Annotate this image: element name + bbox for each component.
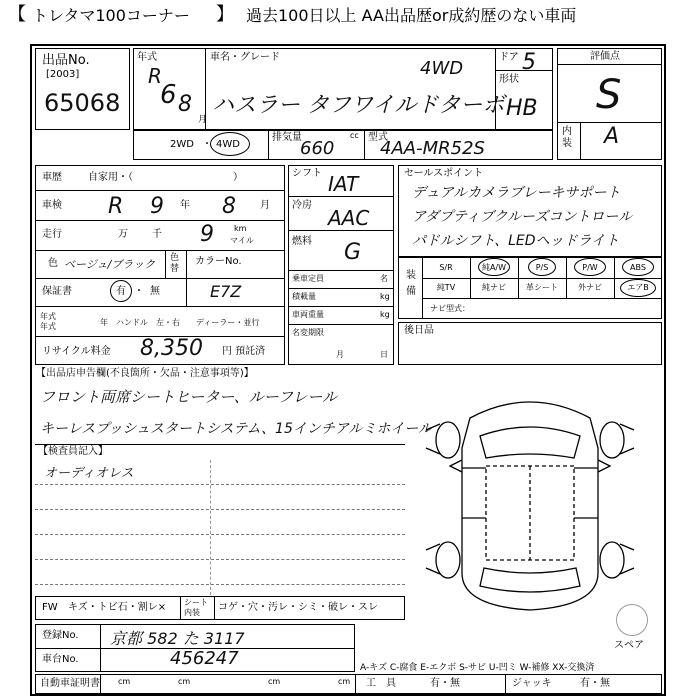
model-value: 4AA-MR52S [380,138,485,159]
ac-value: AAC [328,206,370,230]
displacement-value: 660 [300,138,335,159]
inspection-year-unit: 年 [180,200,190,211]
mile-unit: マイル [230,236,254,245]
recycle-unit: 円 預託済 [222,346,266,357]
shape-value: HB [506,96,538,121]
load-label: 積載量 [292,292,316,301]
equipment-label: 装備 [406,270,416,297]
fuel-value: G [344,240,362,265]
spare-circle [616,604,648,636]
warranty-label: 保証書 [42,286,72,297]
tools-value: 有・無 [430,678,460,689]
lot-label: 出品No. [42,53,90,68]
doors-label: ドア [499,52,519,63]
inspection-month: 8 [222,194,236,219]
capacity-unit: 名 [380,274,388,283]
sales-line-3: パドルシフト、LEDヘッドライト [412,233,620,249]
score-label: 評価点 [590,51,620,62]
weight-label: 車両重量 [292,310,324,319]
later-items-label: 後日品 [404,325,434,336]
ac-label: 冷房 [292,200,312,211]
history-options: 自家用・（ ） [88,172,243,183]
windshield [480,427,580,458]
sales-label: セールスポイント [404,168,484,179]
km-unit: km [234,224,247,233]
wheel-front-right [600,422,624,458]
report-label: 【出品店申告欄(不良箇所・欠品・注意事項等)】 [36,368,254,379]
mileage-sen: 千 [152,229,162,240]
legend-codes: A-キズ C-腐食 E-エクボ S-サビ U-凹ミ W-補修 XX-交換済 [360,663,595,673]
report-line-1: フロント両席シートヒーター、ルーフレール [40,388,338,406]
doors-value: 5 [522,50,536,75]
sales-line-2: アダプティブクルーズコントロール [412,209,633,225]
load-unit: kg [380,292,390,301]
weight-unit: kg [380,310,390,319]
reg-value: 京都 582 た 3117 [110,629,245,648]
header-subtitle: 過去100日以上 AA出品歴or成約歴のない車両 [246,6,577,25]
warranty-yes: 有 [116,286,126,297]
equip-pw-circle [574,258,606,276]
inspector-line-1: オーディオレス [44,466,134,481]
month-value: 8 [178,92,192,117]
equip-navi: 純ナビ [482,283,506,292]
mileage-label: 走行 [42,229,62,240]
warranty-yes-circle [110,280,132,302]
mileage-man: 万 [118,229,128,240]
navi-label: ナビ型式： [430,304,470,313]
cm-2: cm [178,677,191,686]
legend-fw: FW [42,602,58,613]
inspector-label: 【検査員記入】 [38,446,108,457]
equip-pw: P/W [582,263,598,272]
equip-ext-navi: 外ナビ [578,283,602,292]
fuel-label: 燃料 [292,236,312,247]
change-day: 日 [380,350,388,359]
color-value: ベージュ/ブラック [64,258,156,271]
shift-value: IAT [328,172,359,196]
year-era: R [148,64,162,88]
wheel-front-left [436,422,460,458]
equip-airbag: エアB [627,283,649,292]
header-title: トレタマ100コーナー [32,6,190,25]
displacement-unit: cc [350,131,359,140]
header [6,4,696,28]
jack-value: 有・無 [580,678,610,689]
change-month: 月 [336,350,344,359]
color-no-value: E7Z [210,282,242,301]
legend-seat-text: コゲ・穴・汚レ・シミ・破レ・スレ [218,602,378,613]
sales-line-1: デュアルカメラブレーキサポート [412,185,621,201]
shift-label: シフト [292,168,322,179]
drive-4wd-circle [210,132,250,156]
equip-airbag-circle [620,279,656,297]
history-label: 車歴 [42,172,62,183]
car-body-outline [462,402,598,610]
inspection-label: 車検 [42,200,62,211]
chassis-value: 456247 [170,648,239,669]
recycle-label: リサイクル料金 [42,346,111,357]
mirror-left [450,460,462,472]
equip-alloy: 純A/W [481,263,507,272]
lot-box [35,48,130,130]
inspection-year: 9 [150,194,164,219]
reg-label: 登録No. [42,630,79,641]
equip-tv: 純TV [436,283,456,292]
warranty-no: 無 [150,286,160,297]
color-no-label: カラーNo. [195,256,242,267]
name-value: ハスラー タフワイルドターボ [212,93,505,118]
model-label: 型式 [368,132,388,143]
shape-label: 形状 [499,74,519,85]
capacity-label: 乗車定員 [292,274,324,283]
drive-2wd: 2WD [170,139,194,150]
drive-row [133,130,553,160]
year-label: 年式 [137,52,157,63]
later-items-box [398,322,662,365]
cm-4: cm [338,677,351,686]
color-label: 色 [48,258,58,269]
wheel-rear-left [436,542,460,578]
header-bracket-close: 】 [216,4,234,25]
inspection-era: R [108,194,124,219]
equip-abs-circle [622,258,654,276]
cm-3: cm [268,677,281,686]
drive-4wd: 4WD [216,139,240,150]
year-value: 6 [160,80,177,110]
displacement-label: 排気量 [272,132,302,143]
cert-label: 自動車証明書 [40,678,100,689]
month-unit: 月 [198,115,208,125]
legend-spare: スペア [614,640,644,651]
wheel-rear-right [600,542,624,578]
cm-1: cm [118,677,131,686]
lot-year-tag: [2003] [46,69,80,80]
name-label: 車名・グレード [210,52,280,63]
tools-label: 工 具 [366,678,396,689]
car-diagram [420,378,660,618]
interior-value: A [604,124,620,149]
lot-number: 65068 [44,89,121,117]
drive-note: 4WD [420,58,464,79]
equip-ps: P/S [535,263,549,272]
recycle-value: 8,350 [140,336,203,361]
change-label: 名変期限 [292,328,324,337]
header-bracket-open: 【 [8,4,26,25]
chassis-label: 車台No. [42,654,79,665]
interior-label: 内装 [562,126,572,149]
equip-sr: S/R [439,263,453,272]
equip-abs: ABS [630,263,646,272]
equip-leather: 革シート [526,283,558,292]
score-value: S [596,72,622,118]
equip-alloy-circle [478,258,510,276]
legend-seat: シート内装 [184,598,208,617]
mileage-value: 9 [200,222,214,247]
report-line-2: キーレスプッシュスタートシステム、15インチアルミホイール [40,421,433,437]
legend-fw-text: キズ・トビ石・割レ× [68,602,167,613]
color-change: 色替 [170,253,180,274]
inspection-month-unit: 月 [260,200,270,211]
equip-ps-circle [528,258,556,276]
jack-label: ジャッキ [512,678,552,689]
dealer-line: 年 ハンドル 左・右 ディーラー・並行 [100,318,260,327]
rear-window [480,568,580,592]
mirror-right [598,460,610,472]
